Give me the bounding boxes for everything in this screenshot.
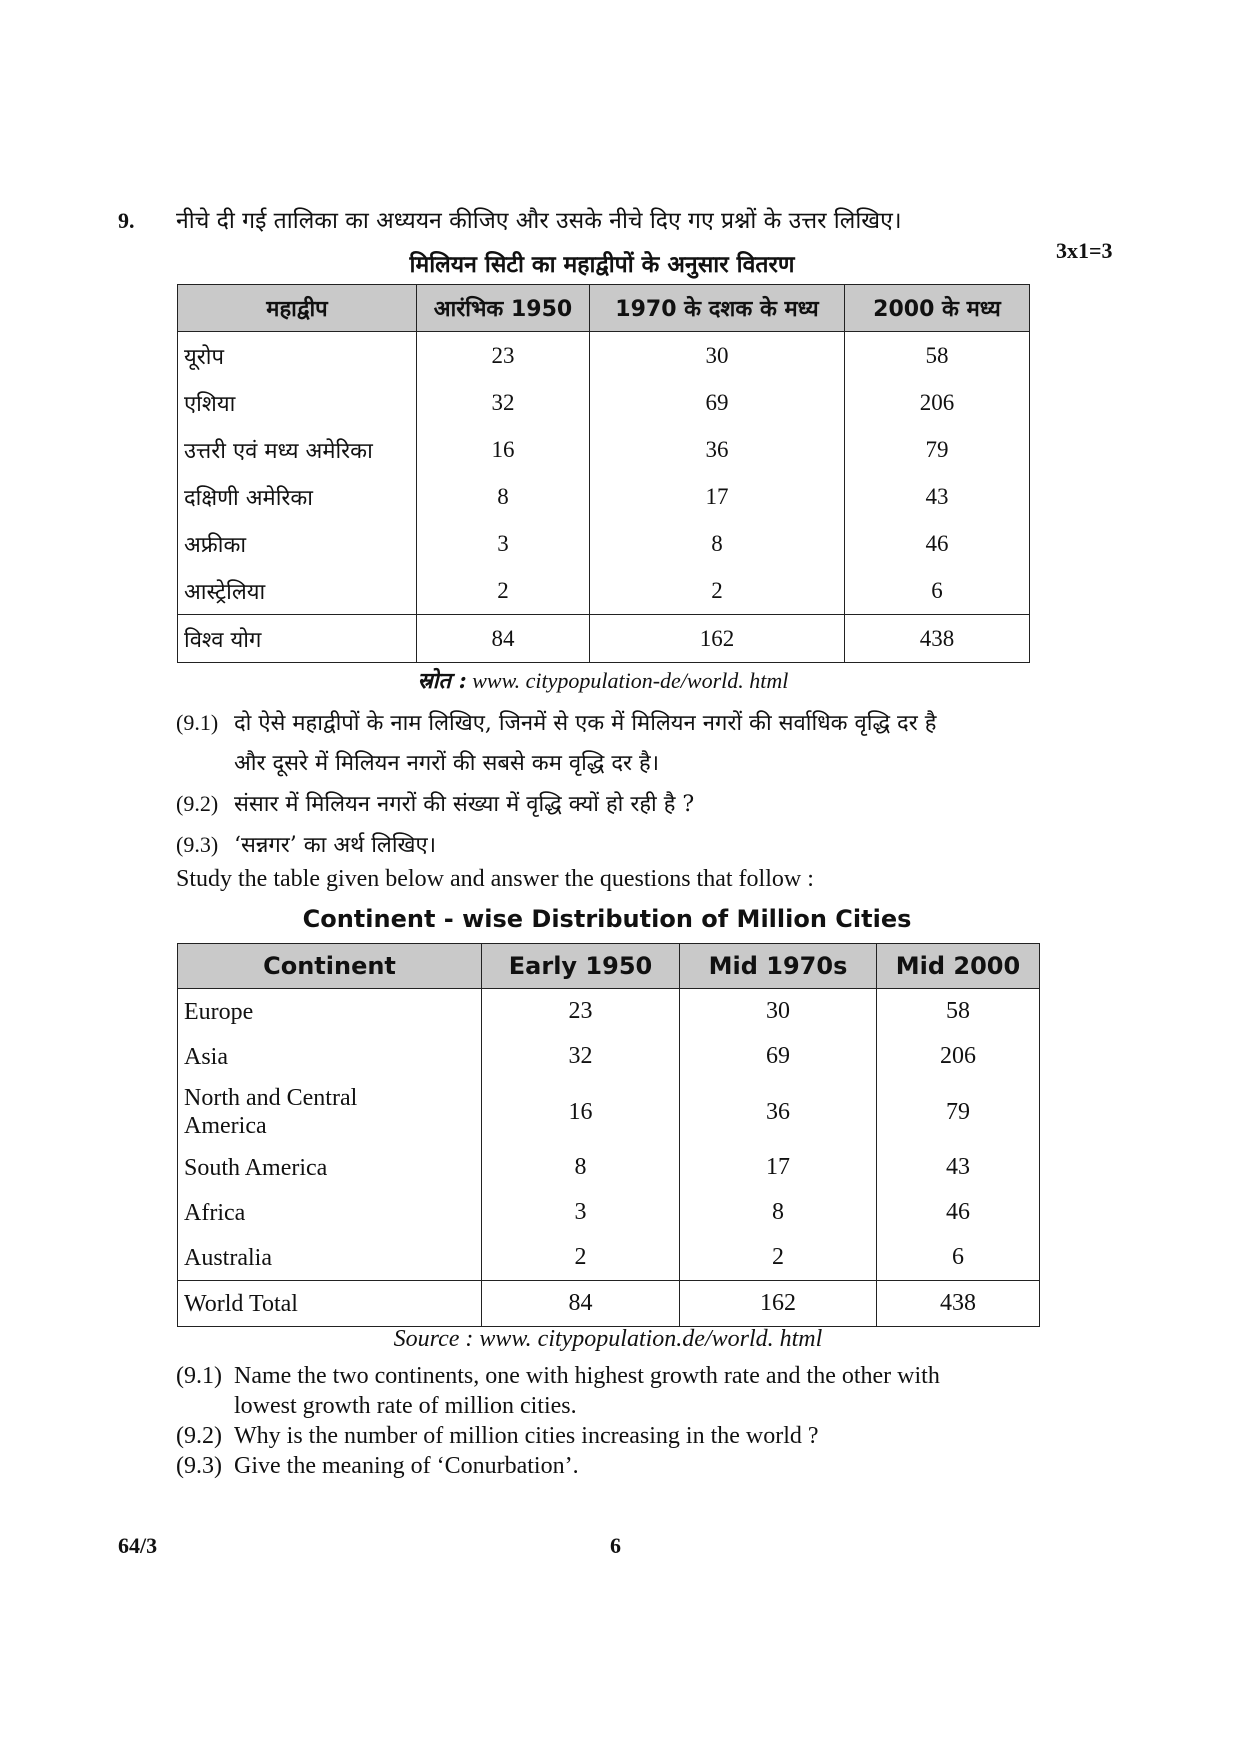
value-cell: 69 <box>590 379 845 426</box>
value-cell: 6 <box>877 1235 1040 1281</box>
question-instruction-hindi: नीचे दी गई तालिका का अध्ययन कीजिए और उसके नीचे दिए गए प्रश्नों के उत्तर लिखिए। <box>176 208 902 234</box>
table-title-hindi: मिलियन सिटी का महाद्वीपों के अनुसार वितरण <box>409 251 795 278</box>
value-cell: 6 <box>845 567 1030 615</box>
continent-cell: यूरोप <box>178 332 417 380</box>
table-row <box>178 1034 1040 1079</box>
data-table-hindi <box>177 284 1030 663</box>
table-total-row <box>178 1281 1040 1327</box>
column-header: महाद्वीप <box>178 285 417 332</box>
sub-question-number: (9.1) <box>176 710 219 735</box>
sub-question-text: संसार में मिलियन नगरों की संख्या में वृद्धि क्यों हो रही है ? <box>234 792 695 817</box>
value-cell: 206 <box>877 1034 1040 1079</box>
value-cell: 69 <box>680 1034 877 1079</box>
table-row <box>178 473 1030 520</box>
sub-question <box>176 784 1076 825</box>
paper-code: 64/3 <box>118 1533 158 1558</box>
sub-question-number: (9.2) <box>176 1423 222 1449</box>
question-instruction-english: Study the table given below and answer the questions that follow : <box>176 866 814 892</box>
table-header-row <box>178 285 1030 332</box>
question-list-english <box>176 1361 1076 1481</box>
value-cell: 79 <box>877 1079 1040 1145</box>
continent-cell: अफ्रीका <box>178 520 417 567</box>
column-header: Early 1950 <box>482 944 680 989</box>
sub-question-number: (9.2) <box>176 791 219 816</box>
value-cell: 46 <box>877 1190 1040 1235</box>
column-header: आरंभिक 1950 <box>417 285 590 332</box>
table-row <box>178 1190 1040 1235</box>
table-row <box>178 989 1040 1035</box>
value-cell: 36 <box>680 1079 877 1145</box>
sub-question-text: दो ऐसे महाद्वीपों के नाम लिखिए, जिनमें से एक में मिलियन नगरों की सर्वाधिक वृद्धि दर है <box>234 711 937 736</box>
value-cell: 36 <box>590 426 845 473</box>
value-cell: 16 <box>417 426 590 473</box>
column-header: Mid 1970s <box>680 944 877 989</box>
value-cell: 32 <box>482 1034 680 1079</box>
sub-question <box>176 1451 1076 1481</box>
value-cell: 30 <box>680 989 877 1035</box>
table-row <box>178 332 1030 380</box>
total-value-cell: 438 <box>845 615 1030 663</box>
sub-question-number: (9.1) <box>176 1363 222 1389</box>
continent-cell: दक्षिणी अमेरिका <box>178 473 417 520</box>
value-cell: 79 <box>845 426 1030 473</box>
table-source-english: Source : www. citypopulation.de/world. html <box>393 1326 823 1352</box>
sub-question-text-continued: lowest growth rate of million cities. <box>234 1393 577 1419</box>
table-row <box>178 567 1030 615</box>
total-value-cell: 438 <box>877 1281 1040 1327</box>
value-cell: 8 <box>482 1145 680 1190</box>
page-number: 6 <box>610 1533 621 1558</box>
sub-question-number: (9.3) <box>176 1453 222 1479</box>
sub-question <box>176 1361 1076 1421</box>
sub-question-number: (9.3) <box>176 832 219 857</box>
value-cell: 206 <box>845 379 1030 426</box>
value-cell: 2 <box>590 567 845 615</box>
total-label-cell: विश्व योग <box>178 615 417 663</box>
value-cell: 17 <box>590 473 845 520</box>
column-header: 2000 के मध्य <box>845 285 1030 332</box>
sub-question-text-continued: और दूसरे में मिलियन नगरों की सबसे कम वृद्धि दर है। <box>234 751 660 776</box>
value-cell: 2 <box>482 1235 680 1281</box>
continent-cell: उत्तरी एवं मध्य अमेरिका <box>178 426 417 473</box>
total-value-cell: 162 <box>680 1281 877 1327</box>
continent-cell: एशिया <box>178 379 417 426</box>
continent-cell-line: America <box>184 1113 267 1139</box>
continent-cell: आस्ट्रेलिया <box>178 567 417 615</box>
value-cell: 8 <box>417 473 590 520</box>
sub-question-text: Name the two continents, one with highest growth rate and the other with <box>234 1363 940 1389</box>
value-cell: 2 <box>417 567 590 615</box>
continent-cell: Europe <box>178 989 482 1035</box>
total-value-cell: 84 <box>417 615 590 663</box>
value-cell: 23 <box>417 332 590 380</box>
data-table-english <box>177 943 1040 1327</box>
table-row <box>178 1079 1040 1145</box>
table-title-english: Continent - wise Distribution of Million Cities <box>302 905 912 933</box>
value-cell: 8 <box>590 520 845 567</box>
continent-cell: Asia <box>178 1034 482 1079</box>
source-url: www. citypopulation-de/world. html <box>472 668 789 693</box>
sub-question-text: Why is the number of million cities increasing in the world ? <box>234 1423 819 1449</box>
value-cell: 16 <box>482 1079 680 1145</box>
continent-cell: Africa <box>178 1190 482 1235</box>
value-cell: 58 <box>845 332 1030 380</box>
column-header: 1970 के दशक के मध्य <box>590 285 845 332</box>
column-header: Continent <box>178 944 482 989</box>
sub-question <box>176 703 1076 784</box>
table-header-row <box>178 944 1040 989</box>
value-cell: 58 <box>877 989 1040 1035</box>
sub-question <box>176 825 1076 866</box>
value-cell: 8 <box>680 1190 877 1235</box>
sub-question <box>176 1421 1076 1451</box>
continent-cell: South America <box>178 1145 482 1190</box>
table-row <box>178 1235 1040 1281</box>
question-marks: 3x1=3 <box>1056 238 1113 263</box>
value-cell: 23 <box>482 989 680 1035</box>
question-list-hindi <box>176 703 1076 866</box>
source-label: स्रोत : <box>417 668 467 694</box>
value-cell: 30 <box>590 332 845 380</box>
value-cell: 2 <box>680 1235 877 1281</box>
value-cell: 46 <box>845 520 1030 567</box>
continent-cell: Australia <box>178 1235 482 1281</box>
column-header: Mid 2000 <box>877 944 1040 989</box>
table-row <box>178 379 1030 426</box>
table-row <box>178 426 1030 473</box>
continent-cell-line: North and Central <box>184 1085 358 1111</box>
table-source-hindi <box>177 665 1029 695</box>
value-cell: 3 <box>482 1190 680 1235</box>
table-total-row <box>178 615 1030 663</box>
total-label-cell: World Total <box>178 1281 482 1327</box>
continent-cell <box>178 1079 482 1145</box>
value-cell: 17 <box>680 1145 877 1190</box>
sub-question-text: Give the meaning of ‘Conurbation’. <box>234 1453 579 1479</box>
table-row <box>178 520 1030 567</box>
value-cell: 32 <box>417 379 590 426</box>
total-value-cell: 84 <box>482 1281 680 1327</box>
sub-question-text: ‘सन्नगर’ का अर्थ लिखिए। <box>234 833 437 858</box>
table-row <box>178 1145 1040 1190</box>
question-number: 9. <box>118 208 135 233</box>
value-cell: 43 <box>845 473 1030 520</box>
value-cell: 3 <box>417 520 590 567</box>
total-value-cell: 162 <box>590 615 845 663</box>
value-cell: 43 <box>877 1145 1040 1190</box>
